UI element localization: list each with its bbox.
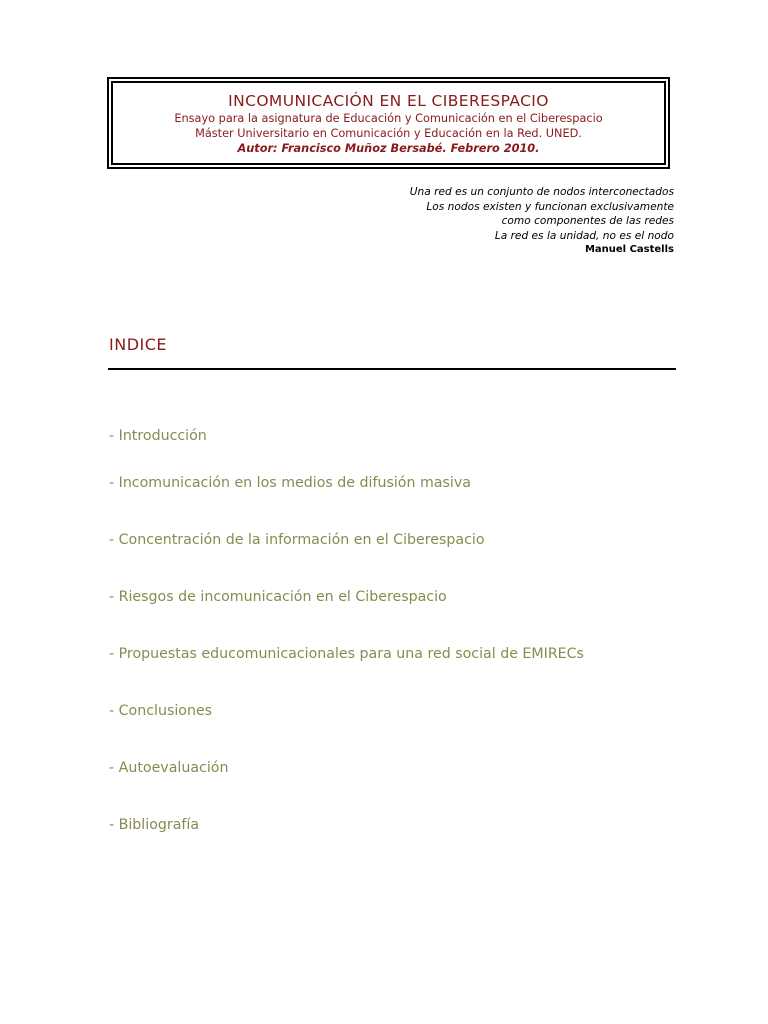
- epigraph-line: La red es la unidad, no es el nodo: [494, 229, 674, 242]
- epigraph-author: Manuel Castells: [584, 244, 674, 255]
- epigraph-line: Una red es un conjunto de nodos interconectados: [409, 186, 674, 198]
- epigraph-line: Los nodos existen y funcionan exclusivamente: [426, 200, 674, 213]
- toc-item-bibliografia[interactable]: - Bibliografía: [109, 817, 200, 833]
- toc-item-introduccion[interactable]: - Introducción: [109, 428, 207, 444]
- toc-item-medios-difusion[interactable]: - Incomunicación en los medios de difusión masiva: [109, 475, 471, 491]
- title-box-inner: [111, 81, 666, 165]
- epigraph: [410, 185, 674, 258]
- document-subtitle: Ensayo para la asignatura de Educación y Comunicación en el Ciberespacio: [174, 112, 603, 125]
- toc-item-autoevaluacion[interactable]: - Autoevaluación: [109, 760, 229, 776]
- toc-item-riesgos[interactable]: - Riesgos de incomunicación en el Ciberespacio: [109, 589, 447, 605]
- document-author: Autor: Francisco Muñoz Bersabé. Febrero 2010.: [237, 142, 540, 155]
- toc-item-conclusiones[interactable]: - Conclusiones: [109, 703, 213, 719]
- index-divider: [108, 368, 676, 370]
- index-heading: INDICE: [109, 335, 168, 354]
- document-program: Máster Universitario en Comunicación y Educación en la Red. UNED.: [195, 127, 582, 140]
- epigraph-line: como componentes de las redes: [501, 215, 674, 227]
- toc-item-concentracion[interactable]: - Concentración de la información en el Ciberespacio: [109, 532, 485, 548]
- document-title: INCOMUNICACIÓN EN EL CIBERESPACIO: [228, 92, 549, 110]
- toc-item-propuestas[interactable]: - Propuestas educomunicacionales para una red social de EMIRECs: [109, 646, 584, 662]
- title-box: [107, 77, 670, 169]
